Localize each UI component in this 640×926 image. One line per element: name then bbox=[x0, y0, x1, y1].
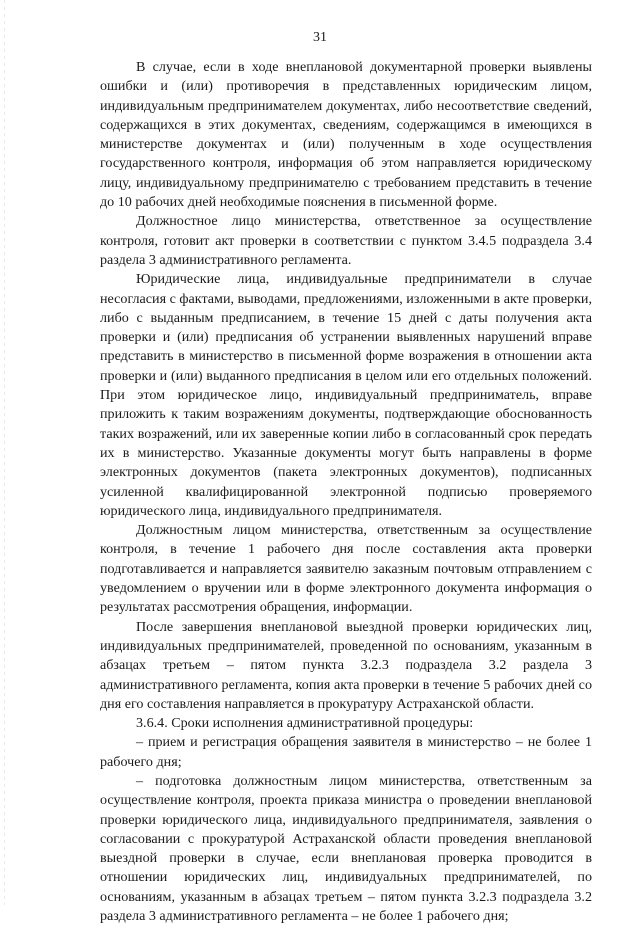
paragraph-prosecutor-copy: После завершения внеплановой выездной проверки юридических лиц, индивидуальных предпринимателей, проведенной по основаниям, указанным в абзацах третьем – пятом пункта 3.2.3 подраздела 3.2 раздела 3 административного регламента, копия акта проверки в течение 5 рабочих дней со дня его составления направляется в прокуратуру Астраханской области. bbox=[100, 618, 592, 712]
page-number: 31 bbox=[313, 30, 327, 45]
paragraph-inspection-act: Должностное лицо министерства, ответственное за осуществление контроля, готовит акт проверки в соответствии с пунктом 3.4.5 подраздела 3.4 раздела 3 административного регламента. bbox=[100, 213, 592, 268]
scan-edge-artifact bbox=[4, 0, 5, 905]
paragraph-objections: Юридические лица, индивидуальные предприниматели в случае несогласия с фактами, выводами, предложениями, изложенными в акте проверки, либо с выданным предписанием, в течение 15 дней с даты получения акта проверки и (или) предписания об устранении выявленных нарушений вправе представить в министерство в письменной форме возражения в отношении акта проверки и (или) выданного предписания в целом или его отдельных положений. При этом юридическое лицо, индивидуальный предприниматель, вправе приложить к таким возражениям документы, подтверждающие обоснованность таких возражений, или их заверенные копии либо в согласованный срок передать их в министерство. Указанные документы могут быть направлены в форме электронных документов (пакета электронных документов), подписанных усиленной квалифицированной электронной подписью проверяемого юридического лица, индивидуального предпринимателя. bbox=[100, 271, 592, 519]
paragraph-applicant-notification: Должностным лицом министерства, ответственным за осуществление контроля, в течение 1 рабочего дня после составления акта проверки подготавливается и направляется заявителю заказным почтовым отправлением с уведомлением о вручении или в форме электронного документа информация о результатах рассмотрения обращения, информации. bbox=[100, 522, 592, 616]
document-body bbox=[100, 58, 592, 926]
paragraph-procedure-deadlines: 3.6.4. Сроки исполнения административной процедуры: bbox=[136, 715, 474, 732]
list-item-registration: – прием и регистрация обращения заявителя в министерство – не более 1 рабочего дня; bbox=[100, 734, 592, 770]
paragraph-documentary-check-errors: В случае, если в ходе внеплановой документарной проверки выявлены ошибки и (или) противоречия в представленных юридическим лицом, индивидуальным предпринимателем документах, либо несоответствие сведений, содержащихся в этих документах, сведениям, содержащимся в имеющихся в министерстве документах и (или) полученным в ходе осуществления государственного контроля, информация об этом направляется юридическому лицу, индивидуальному предпринимателю с требованием представить в течение до 10 рабочих дней необходимые пояснения в письменной форме. bbox=[100, 59, 592, 211]
list-item-order-preparation: – подготовка должностным лицом министерства, ответственным за осуществление контроля, проекта приказа министра о проведении внеплановой проверки юридического лица, индивидуального предпринимателя, заявления о согласовании с прокуратурой Астраханской области проведения внеплановой выездной проверки в случае, если внеплановая проверка проводится в отношении юридических лиц, индивидуальных предпринимателей, по основаниям, указанным в абзацах третьем – пятом пункта 3.2.3 подраздела 3.2 раздела 3 административного регламента – не более 1 рабочего дня; bbox=[100, 772, 592, 925]
